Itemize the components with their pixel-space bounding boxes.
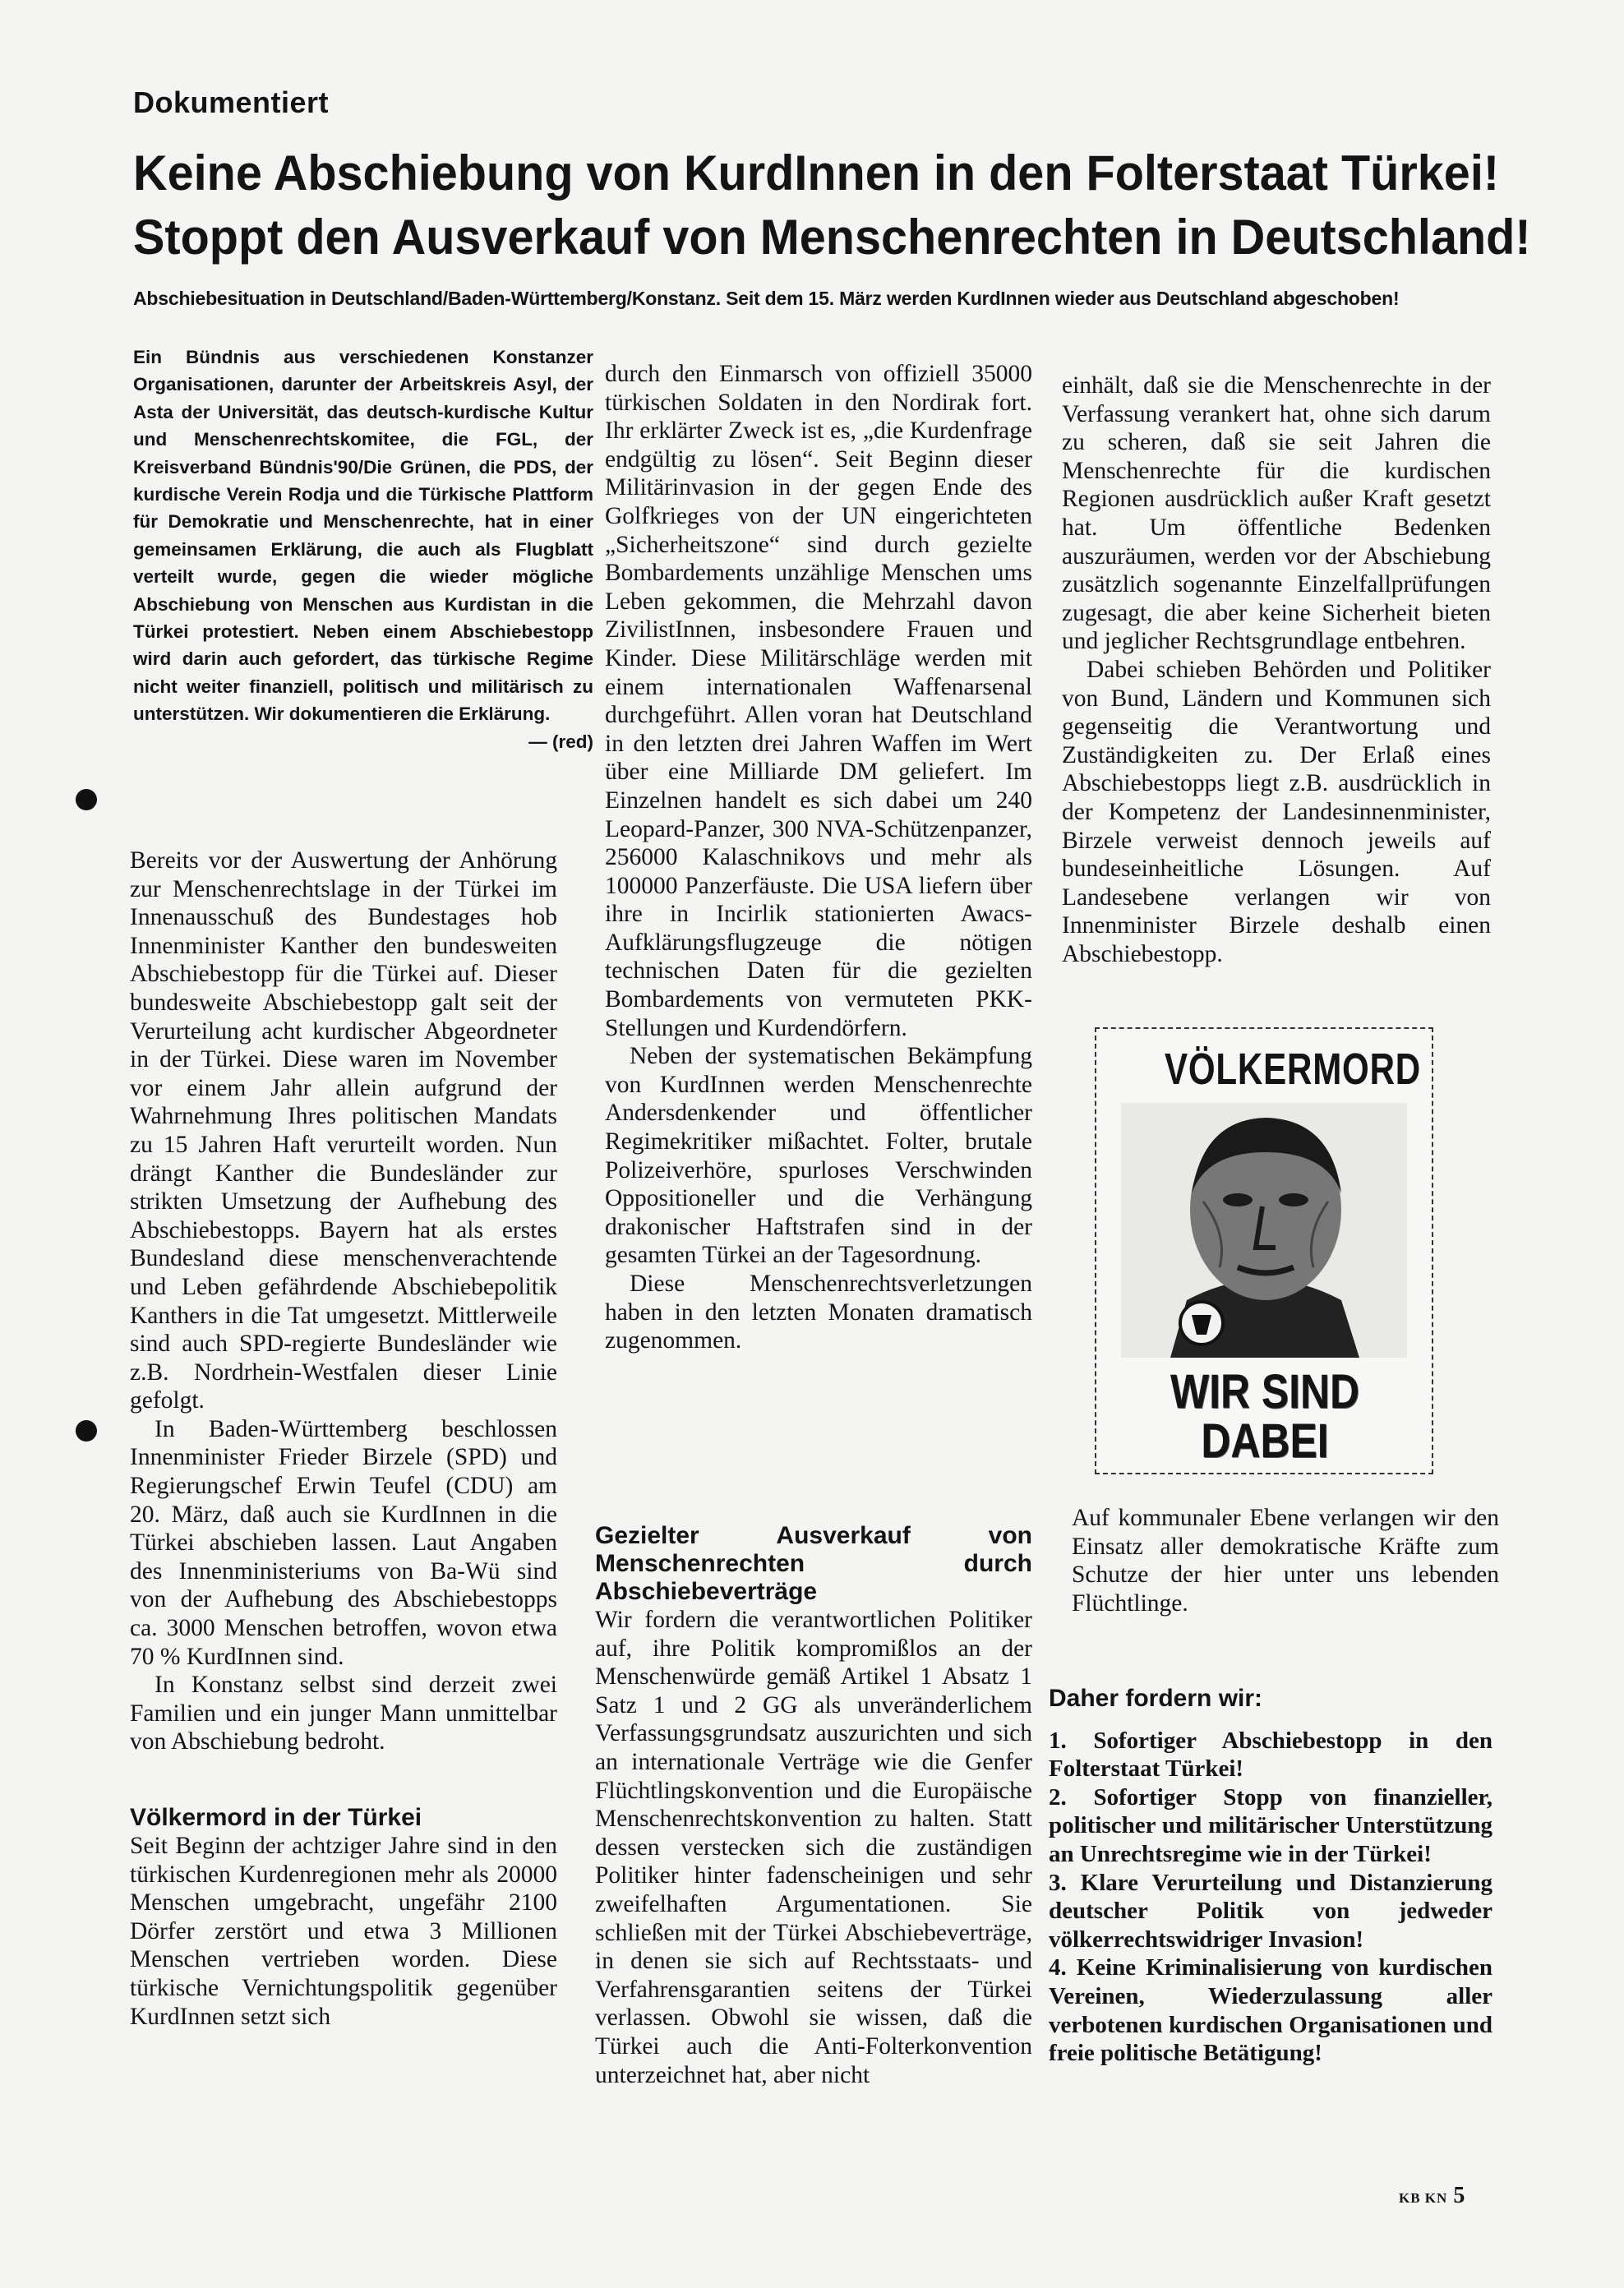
dek: Abschiebesituation in Deutschland/Baden-Württemberg/Konstanz. Seit dem 15. März werden KurdInnen wieder aus Deutschland abgeschoben! (133, 288, 1400, 309)
paragraph: Neben der systematischen Bekämpfung von KurdInnen werden Menschenrechte Andersdenkender und öffentlicher Regimekritiker mißachtet. Folter, brutale Polizeiverhöre, spurloses Verschwinden Oppositioneller und die Verhängung drakonischer Haftstrafen sind in der gesamten Türkei an der Tagesordnung. (605, 1043, 1032, 1269)
subhead-ausverkauf: Gezielter Ausverkauf von Menschenrechten durch Abschiebeverträge (595, 1522, 1032, 1605)
poster-image (1095, 1027, 1433, 1474)
poster-slogan (1134, 1365, 1396, 1468)
headline (133, 141, 1531, 270)
demands-list (1049, 1727, 1493, 2068)
paragraph: Diese Menschenrechtsverletzungen haben in den letzten Monaten dramatisch zugenommen. (605, 1271, 1032, 1354)
paragraph: Seit Beginn der achtziger Jahre sind in den türkischen Kurdenregionen mehr als 20000 Menschen umgebracht, ungefähr 2100 Dörfer zerstört und etwa 3 Millionen Menschen vertrieben worden. Diese türkische Vernichtungspolitik gegenüber KurdInnen setzt sich (130, 1833, 557, 2030)
column-2 (605, 360, 1032, 1355)
page-footer (1399, 2183, 1465, 2209)
paragraph: Wir fordern die verantwortlichen Politiker auf, ihre Politik kompromißlos an der Menschenwürde gemäß Artikel 1 Absatz 1 Satz 1 und 2 GG als unveränderlichem Verfassungsgrundsatz auszurichten und sich an internationale Verträge wie die Genfer Flüchtlingskonvention und die Europäische Menschenrechtskonvention zu halten. Statt dessen verstecken sich die zuständigen Politiker hinter fadenscheinigen und sehr zweifelhaften Argumentationen. Sie schließen mit der Türkei Abschiebeverträge, in denen sie sich auf Rechtsstaats- und Verfahrensgarantien seitens der Türkei verlassen. Obwohl sie wissen, daß die Türkei auch die Anti-Folterkonvention unterzeichnet hat, aber nicht (595, 1607, 1032, 2088)
paragraph: Dabei schieben Behörden und Politiker von Bund, Ländern und Kommunen sich gegenseitig die Verantwortung und Zuständigkeiten zu. Der Erlaß eines Abschiebestopps liegt z.B. ausdrücklich in der Kompetenz der Landesinnenminister, Birzele verweist dennoch jeweils auf bundeseinheitliche Lösungen. Auf Landesebene verlangen wir von Innenminister Birzele deshalb einen Abschiebestopp. (1062, 656, 1491, 967)
column-1 (130, 846, 557, 2031)
intro-text: Ein Bündnis aus verschiedenen Konstanzer Organisationen, darunter der Arbeitskreis Asyl, der Asta der Universität, das deutsch-kurdische Kultur und Menschenrechtskomitee, die FGL, der Kreisverband Bündnis'90/Die Grünen, die PDS, der kurdische Verein Rodja und die Türkische Plattform für Demokratie und Menschenrechte, hat in einer gemeinsamen Erklärung, die auch als Flugblatt verteilt wurde, gegen die wieder mögliche Abschiebung von Menschen aus Kurdistan in die Türkei protestiert. Neben einem Abschiebestopp wird darin auch gefordert, das türkische Regime nicht weiter finanziell, politisch und militärisch zu unterstützen. Wir dokumentieren die Erklärung. (133, 347, 593, 725)
kicker: Dokumentiert (133, 85, 330, 119)
column-3-lower (1072, 1504, 1499, 1617)
poster-title: VÖLKERMORD (1165, 1045, 1421, 1094)
paragraph: durch den Einmarsch von offiziell 35000 türkischen Soldaten in den Nordirak fort. Ihr erklärter Zweck ist es, „die Kurdenfrage endgültig zu lösen“. Seit Beginn dieser Militärinvasion in der gegen Ende des Golfkrieges von der UN eingerichteten „Sicherheitszone“ sind durch gezielte Bombardements unzählige Menschen ums Leben gekommen, die Mehrzahl davon ZivilistInnen, insbesondere Frauen und Kinder. Diese Militärschläge werden mit einem internationalen Waffenarsenal durchgeführt. Allen voran hat Deutschland in den letzten drei Jahren Waffen im Wert über eine Milliarde DM geliefert. Im Einzelnen handelt es sich dabei um 240 Leopard-Panzer, 300 NVA-Schützenpanzer, 256000 Kalaschnikovs und mehr als 100000 Panzerfäuste. Die USA liefern über ihre in Incirlik stationierten Awacs-Aufklärungsflugzeuge die nötigen technischen Daten für die gezielten Bombardements von vermuteten PKK-Stellungen und Kurdendörfern. (605, 361, 1032, 1041)
demand-item: 1. Sofortiger Abschiebestopp in den Folterstaat Türkei! (1049, 1727, 1493, 1783)
page-number: 5 (1453, 2183, 1465, 2208)
paragraph: In Konstanz selbst sind derzeit zwei Familien und ein junger Mann unmittelbar von Abschiebung bedroht. (130, 1672, 557, 1755)
headline-line-1: Keine Abschiebung von KurdInnen in den Folterstaat Türkei! (133, 145, 1500, 201)
paragraph: Bereits vor der Auswertung der Anhörung zur Menschenrechtslage in der Türkei im Innenausschuß des Bundestages hob Innenminister Kanther den bundesweiten Abschiebestopp für die Türkei auf. Dieser bundesweite Abschiebestopp galt seit der Verurteilung acht kurdischer Abgeordneter in der Türkei. Diese waren im November vor einem Jahr allein aufgrund der Wahrnehmung Ihres politischen Mandats zu 15 Jahren Haft verurteilt worden. Nun drängt Kanther die Bundesländer zur strikten Umsetzung der Aufhebung des Abschiebestopps. Bayern hat als erstes Bundesland diese menschenverachtende und Leben gefährdende Abschiebepolitik Kanthers in die Tat umgesetzt. Mittlerweile sind auch SPD-regierte Bundesländer wie z.B. Nordrhein-Westfalen dieser Linie gefolgt. (130, 847, 557, 1414)
column-2-lower (595, 1522, 1032, 2089)
punch-hole (76, 789, 97, 810)
poster-slogan-line-2: DABEI (1201, 1414, 1329, 1468)
intro-credit: — (red) (528, 731, 593, 752)
demands-box (1049, 1685, 1493, 2068)
demand-item: 4. Keine Kriminalisierung von kurdischen Vereinen, Wiederzulassung aller verbotenen kurdischen Organisationen und freie politische Betätigung! (1049, 1954, 1493, 2067)
paragraph: In Baden-Württemberg beschlossen Innenminister Frieder Birzele (SPD) und Regierungschef Erwin Teufel (CDU) am 20. März, daß auch sie KurdInnen in die Türkei abschieben lassen. Laut Angaben des Innenministeriums von Ba-Wü sind von der Aufhebung des Abschiebestopps ca. 3000 Menschen betroffen, wovon etwa 70 % KurdInnen sind. (130, 1415, 557, 1670)
poster-slogan-line-1: WIR SIND (1170, 1365, 1359, 1418)
publication-mark: KB KN (1399, 2190, 1448, 2206)
headline-line-2: Stoppt den Ausverkauf von Menschenrechten in Deutschland! (133, 210, 1531, 265)
portrait-illustration-icon (1121, 1103, 1407, 1358)
subhead-voelkermord: Völkermord in der Türkei (130, 1804, 422, 1831)
demands-heading: Daher fordern wir: (1049, 1685, 1263, 1712)
intro-box (133, 344, 593, 755)
paragraph: Auf kommunaler Ebene verlangen wir den Einsatz aller demokratische Kräfte zum Schutze der hier unter uns lebenden Flüchtlinge. (1072, 1505, 1499, 1617)
demand-item: 3. Klare Verurteilung und Distanzierung deutscher Politik von jedweder völkerrechtswidriger Invasion! (1049, 1869, 1493, 1953)
demand-item: 2. Sofortiger Stopp von finanzieller, politischer und militärischer Unterstützung an Unrechtsregime wie in der Türkei! (1049, 1783, 1493, 1867)
paragraph: einhält, daß sie die Menschenrechte in der Verfassung verankert hat, ohne sich darum zu scheren, daß sie seit Jahren die Menschenrechte für die kurdischen Regionen ausdrücklich außer Kraft gesetzt hat. Um öffentliche Bedenken auszuräumen, werden vor der Abschiebung zusätzlich sogenannte Einzelfallprüfungen zugesagt, die aber keine Sicherheit bieten und jeglicher Rechtsgrundlage entbehren. (1062, 372, 1491, 655)
punch-hole (76, 1420, 97, 1442)
column-3 (1062, 371, 1491, 968)
